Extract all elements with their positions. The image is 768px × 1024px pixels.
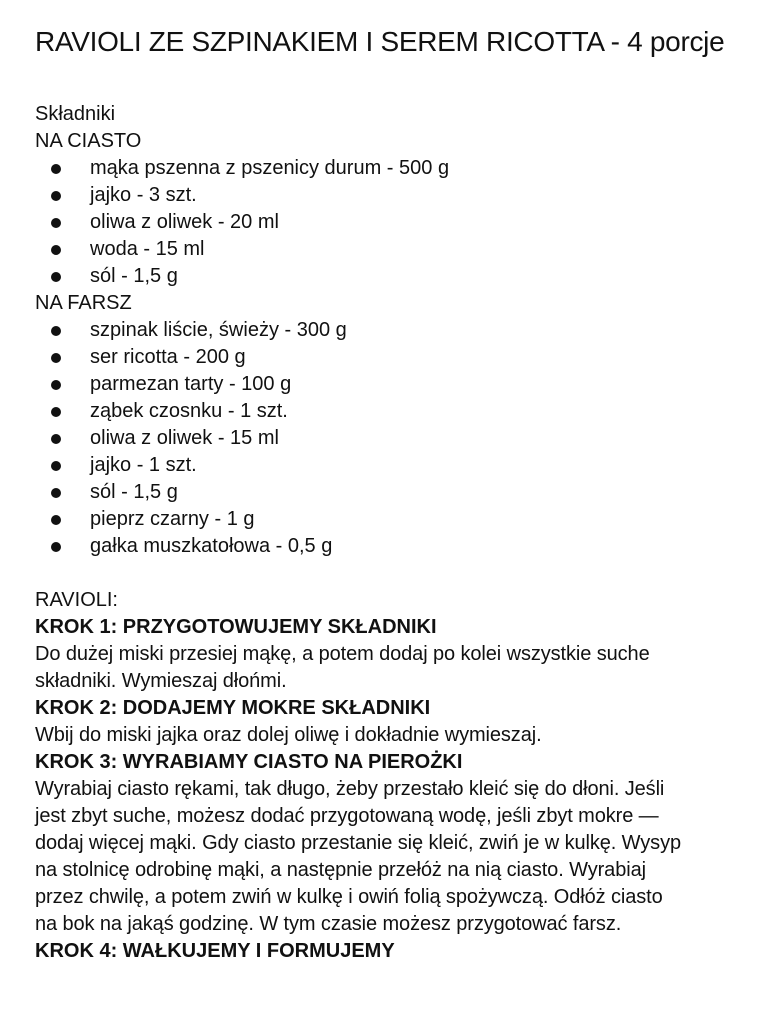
ingredient-text: gałka muszkatołowa - 0,5 g (90, 535, 333, 557)
filling-heading: NA FARSZ (35, 292, 132, 314)
ingredient-text: sól - 1,5 g (90, 481, 178, 503)
bullet-icon (51, 353, 61, 363)
list-item (35, 452, 745, 479)
step-3-line: na bok na jakąś godzinę. W tym czasie możesz przygotować farsz. (35, 913, 622, 935)
ravioli-heading: RAVIOLI: (35, 589, 118, 611)
bullet-icon (51, 488, 61, 498)
step-1-line: Do dużej miski przesiej mąkę, a potem dodaj po kolei wszystkie suche (35, 643, 650, 665)
step-3-line: jest zbyt suche, możesz dodać przygotowaną wodę, jeśli zbyt mokre — (35, 805, 659, 827)
bullet-icon (51, 191, 61, 201)
ingredient-text: szpinak liście, świeży - 300 g (90, 319, 347, 341)
spacer (35, 61, 745, 101)
step-1-title: KROK 1: PRZYGOTOWUJEMY SKŁADNIKI (35, 616, 437, 638)
ingredient-text: pieprz czarny - 1 g (90, 508, 255, 530)
list-item (35, 344, 745, 371)
ingredient-text: jajko - 1 szt. (90, 454, 197, 476)
step-3-line: przez chwilę, a potem zwiń w kulkę i owiń folią spożywczą. Odłóż ciasto (35, 886, 663, 908)
dough-ingredient-list (35, 155, 745, 290)
list-item (35, 506, 745, 533)
step-2-line: Wbij do miski jajka oraz dolej oliwę i dokładnie wymieszaj. (35, 724, 542, 746)
ingredient-text: oliwa z oliwek - 15 ml (90, 427, 279, 449)
list-item (35, 425, 745, 452)
filling-ingredient-list (35, 317, 745, 560)
bullet-icon (51, 164, 61, 174)
step-3-line: dodaj więcej mąki. Gdy ciasto przestanie się kleić, zwiń je w kulkę. Wysyp (35, 832, 681, 854)
step-4-title: KROK 4: WAŁKUJEMY I FORMUJEMY (35, 940, 395, 962)
dough-heading: NA CIASTO (35, 130, 142, 152)
spacer (35, 560, 745, 587)
bullet-icon (51, 542, 61, 552)
ingredient-text: ser ricotta - 200 g (90, 346, 246, 368)
list-item (35, 182, 745, 209)
bullet-icon (51, 380, 61, 390)
ingredient-text: ząbek czosnku - 1 szt. (90, 400, 288, 422)
bullet-icon (51, 245, 61, 255)
list-item (35, 209, 745, 236)
ingredients-heading: Składniki (35, 103, 116, 125)
bullet-icon (51, 461, 61, 471)
ingredient-text: parmezan tarty - 100 g (90, 373, 292, 395)
bullet-icon (51, 326, 61, 336)
ingredient-text: jajko - 3 szt. (90, 184, 197, 206)
list-item (35, 155, 745, 182)
bullet-icon (51, 407, 61, 417)
list-item (35, 371, 745, 398)
list-item (35, 236, 745, 263)
list-item (35, 398, 745, 425)
step-3-line: na stolnicę odrobinę mąki, a następnie przełóż na nią ciasto. Wyrabiaj (35, 859, 646, 881)
step-3-title: KROK 3: WYRABIAMY CIASTO NA PIEROŻKI (35, 751, 463, 773)
list-item (35, 533, 745, 560)
step-3-line: Wyrabiaj ciasto rękami, tak długo, żeby przestało kleić się do dłoni. Jeśli (35, 778, 665, 800)
list-item (35, 263, 745, 290)
recipe-title: RAVIOLI ZE SZPINAKIEM I SEREM RICOTTA - 4 porcje (35, 26, 725, 57)
list-item (35, 479, 745, 506)
ingredient-text: oliwa z oliwek - 20 ml (90, 211, 279, 233)
step-1-line: składniki. Wymieszaj dłońmi. (35, 670, 287, 692)
bullet-icon (51, 434, 61, 444)
bullet-icon (51, 515, 61, 525)
recipe-page (35, 22, 745, 965)
ingredient-text: mąka pszenna z pszenicy durum - 500 g (90, 157, 450, 179)
step-2-title: KROK 2: DODAJEMY MOKRE SKŁADNIKI (35, 697, 431, 719)
bullet-icon (51, 218, 61, 228)
ingredient-text: sól - 1,5 g (90, 265, 178, 287)
list-item (35, 317, 745, 344)
ingredient-text: woda - 15 ml (90, 238, 205, 260)
bullet-icon (51, 272, 61, 282)
